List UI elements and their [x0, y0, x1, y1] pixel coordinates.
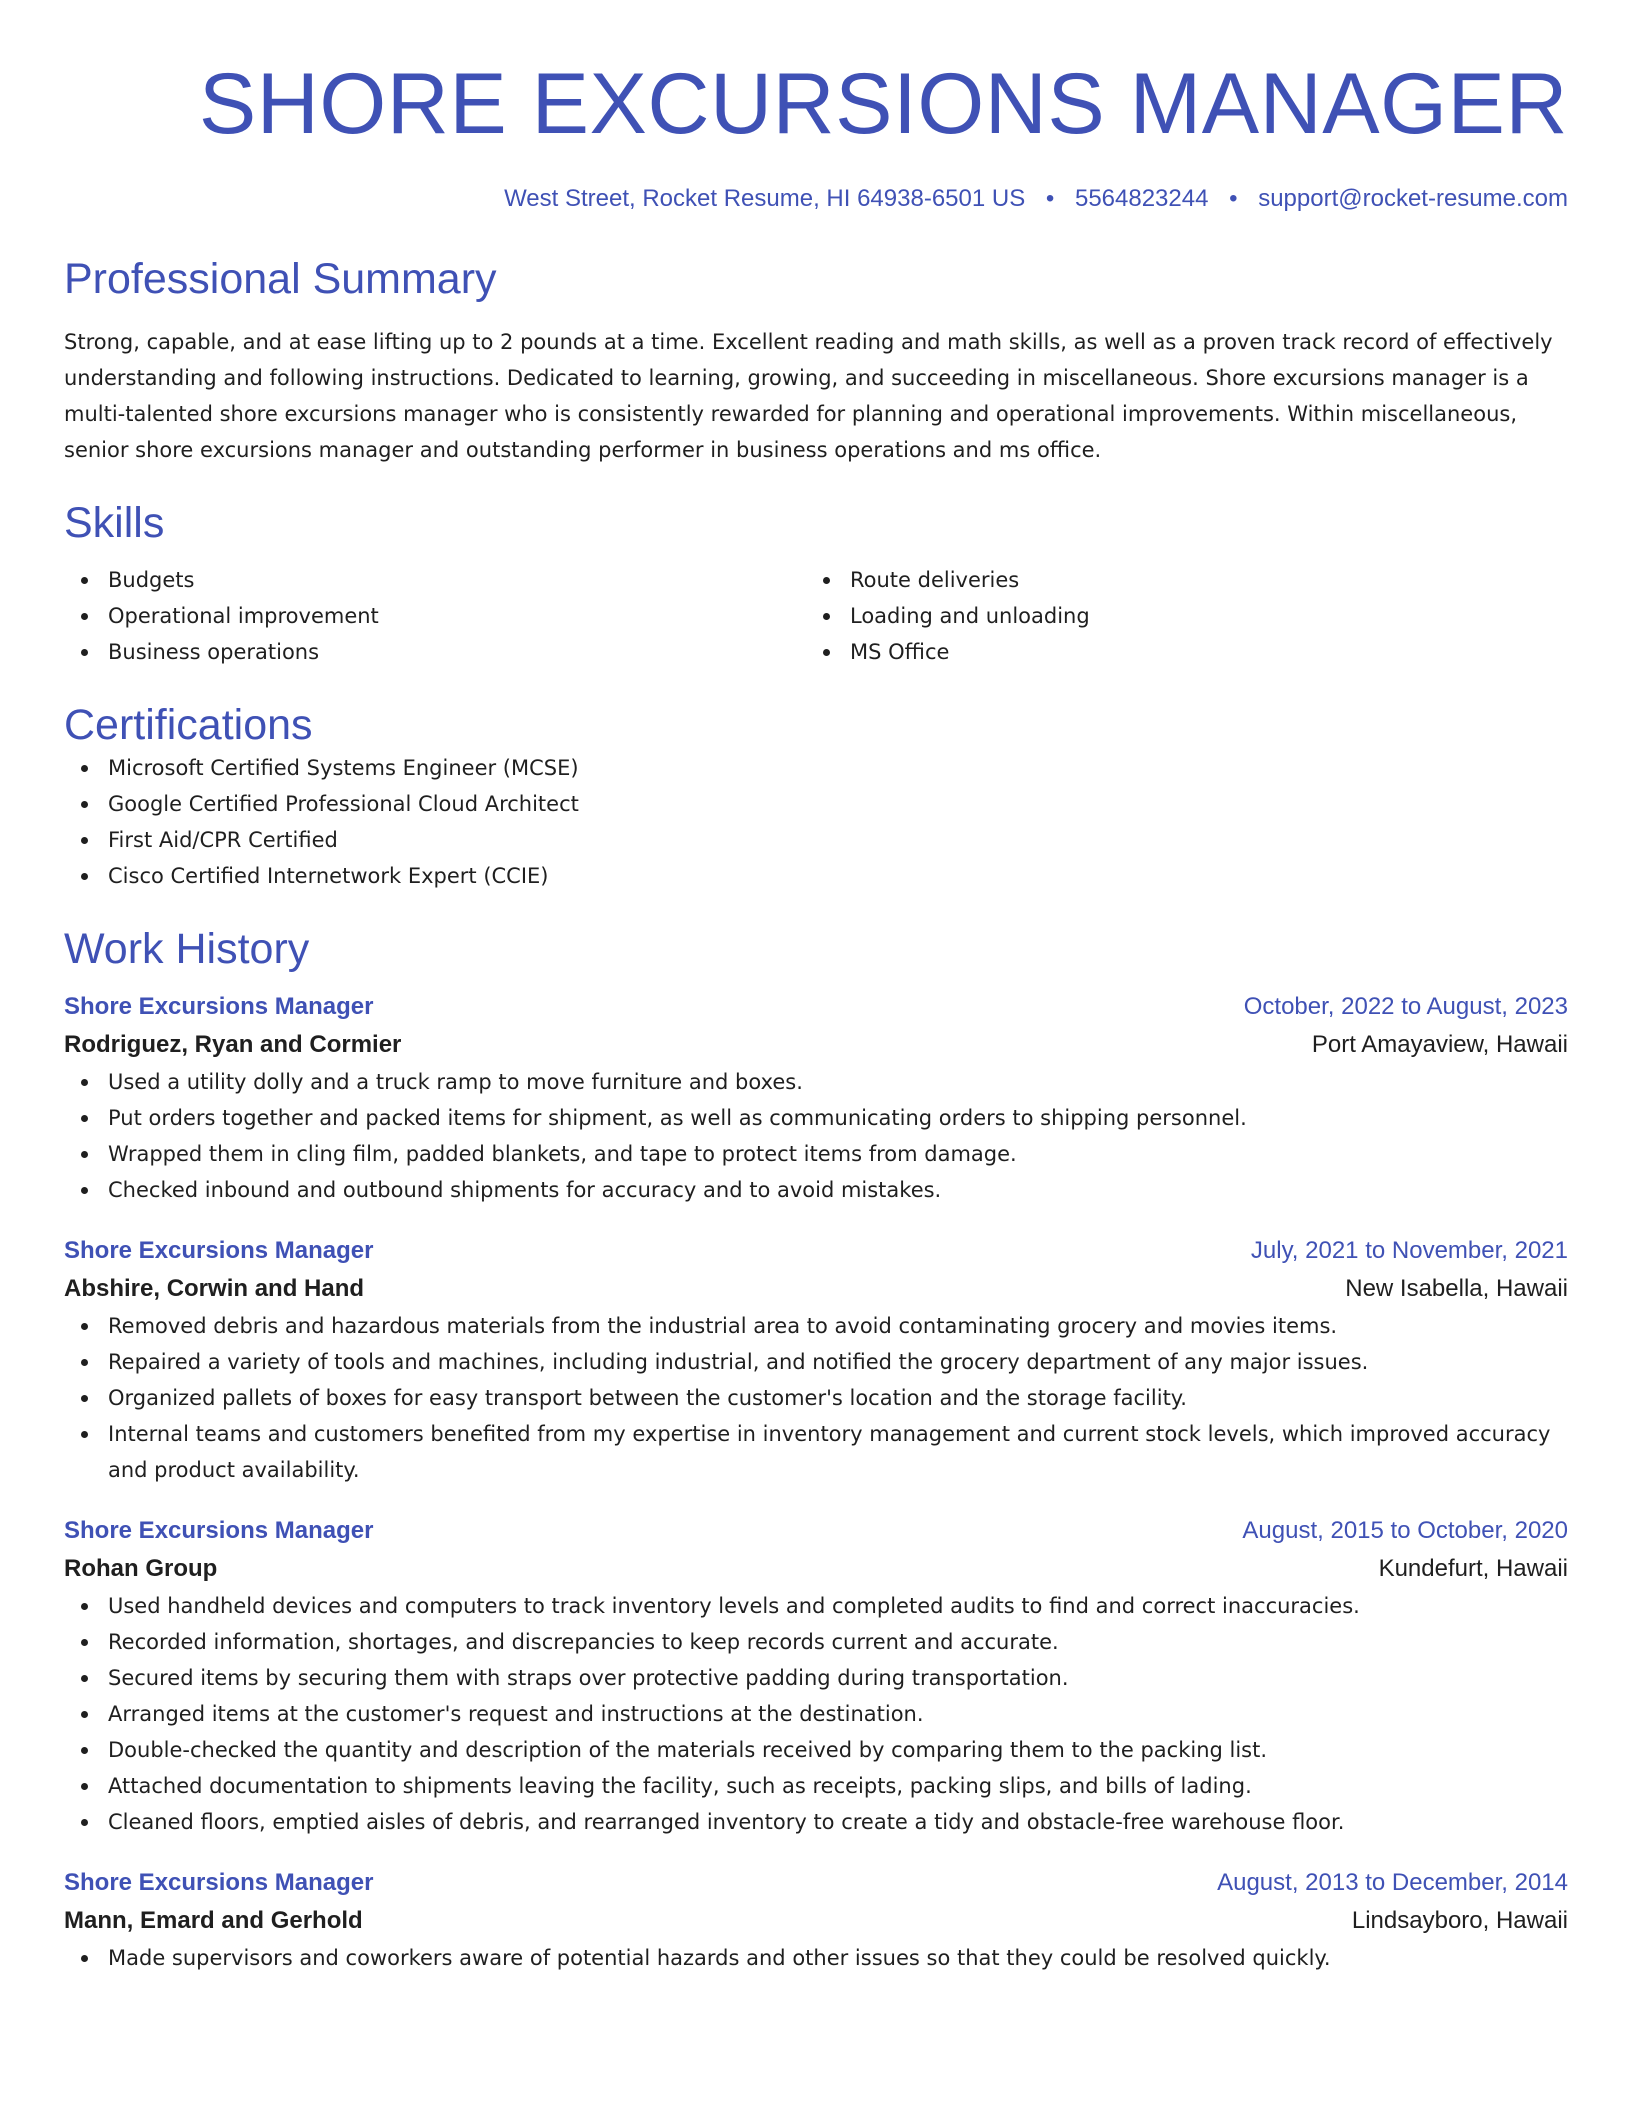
job-bullet: Used handheld devices and computers to track inventory levels and completed audits to find and correct inaccuracies.	[64, 1588, 1568, 1624]
work-history-heading: Work History	[64, 925, 310, 973]
job-bullet: Arranged items at the customer's request and instructions at the destination.	[64, 1696, 1568, 1732]
resume-page	[64, 0, 1568, 1976]
job-dates: August, 2013 to December, 2014	[1217, 1869, 1568, 1896]
job-entry	[64, 1512, 1568, 1840]
job-bullet: Cleaned floors, emptied aisles of debris, and rearranged inventory to create a tidy and obstacle-free warehouse floor.	[64, 1804, 1568, 1840]
skills-heading: Skills	[64, 499, 165, 547]
job-entry	[64, 988, 1568, 1208]
job-company: Abshire, Corwin and Hand	[64, 1275, 365, 1302]
skills-column-left	[64, 562, 806, 670]
skill-item: Business operations	[64, 634, 806, 670]
job-bullets	[64, 1064, 1568, 1208]
resume-title: SHORE EXCURSIONS MANAGER	[198, 56, 1568, 152]
job-bullet: Attached documentation to shipments leaving the facility, such as receipts, packing slips, and bills of lading.	[64, 1768, 1568, 1804]
job-entry	[64, 1232, 1568, 1488]
contact-separator: •	[1045, 185, 1055, 212]
job-location: New Isabella, Hawaii	[1345, 1275, 1568, 1302]
summary-heading: Professional Summary	[64, 255, 497, 303]
job-bullet: Checked inbound and outbound shipments for accuracy and to avoid mistakes.	[64, 1172, 1568, 1208]
certification-item: Cisco Certified Internetwork Expert (CCIE)	[64, 858, 1568, 894]
skill-item: Budgets	[64, 562, 806, 598]
contact-separator: •	[1229, 185, 1238, 212]
summary-text: Strong, capable, and at ease lifting up to 2 pounds at a time. Excellent reading and math skills, as well as a proven track record of effectively understanding and following instructions. Dedicated to learning, growing, and succeeding in miscellaneous. Shore excursions manager is a multi-talented shore excursions manager who is consistently rewarded for planning and operational improvements. Within miscellaneous, senior shore excursions manager and outstanding performer in business operations and ms office.	[64, 330, 1553, 462]
job-bullet: Organized pallets of boxes for easy transport between the customer's location and the storage facility.	[64, 1380, 1568, 1416]
job-bullet: Removed debris and hazardous materials from the industrial area to avoid contaminating grocery and movies items.	[64, 1308, 1568, 1344]
job-dates: October, 2022 to August, 2023	[1243, 993, 1568, 1020]
certifications-heading: Certifications	[64, 701, 313, 749]
job-location: Port Amayaview, Hawaii	[1311, 1031, 1568, 1058]
job-bullet: Put orders together and packed items for shipment, as well as communicating orders to shipping personnel.	[64, 1100, 1568, 1136]
skills-grid	[64, 562, 1568, 670]
job-entry	[64, 1864, 1568, 1976]
job-bullet: Used a utility dolly and a truck ramp to move furniture and boxes.	[64, 1064, 1568, 1100]
job-bullets	[64, 1940, 1568, 1976]
certification-item: Google Certified Professional Cloud Architect	[64, 786, 1568, 822]
certification-item: First Aid/CPR Certified	[64, 822, 1568, 858]
job-bullet: Internal teams and customers benefited from my expertise in inventory management and current stock levels, which improved accuracy and product availability.	[64, 1416, 1568, 1488]
job-title: Shore Excursions Manager	[64, 1517, 374, 1544]
contact-line	[64, 184, 1568, 214]
skill-item: Loading and unloading	[806, 598, 1548, 634]
job-title: Shore Excursions Manager	[64, 1237, 374, 1264]
skill-item: Route deliveries	[806, 562, 1548, 598]
job-dates: August, 2015 to October, 2020	[1242, 1517, 1568, 1544]
job-title: Shore Excursions Manager	[64, 1869, 374, 1896]
skill-item: MS Office	[806, 634, 1548, 670]
job-bullet: Double-checked the quantity and description of the materials received by comparing them to the packing list.	[64, 1732, 1568, 1768]
job-bullets	[64, 1308, 1568, 1488]
certifications-list	[64, 750, 1568, 894]
job-company: Rohan Group	[64, 1555, 218, 1582]
job-dates: July, 2021 to November, 2021	[1250, 1237, 1568, 1264]
job-bullet: Wrapped them in cling film, padded blankets, and tape to protect items from damage.	[64, 1136, 1568, 1172]
contact-email: support@rocket-resume.com	[1258, 185, 1568, 212]
contact-phone: 5564823244	[1074, 185, 1209, 212]
job-title: Shore Excursions Manager	[64, 993, 374, 1020]
job-company: Rodriguez, Ryan and Cormier	[64, 1031, 402, 1058]
job-bullet: Made supervisors and coworkers aware of potential hazards and other issues so that they could be resolved quickly.	[64, 1940, 1568, 1976]
job-bullet: Secured items by securing them with straps over protective padding during transportation.	[64, 1660, 1568, 1696]
contact-address: West Street, Rocket Resume, HI 64938-6501 US	[504, 185, 1026, 212]
job-bullets	[64, 1588, 1568, 1840]
job-company: Mann, Emard and Gerhold	[64, 1907, 363, 1934]
job-bullet: Repaired a variety of tools and machines, including industrial, and notified the grocery department of any major issues.	[64, 1344, 1568, 1380]
skills-column-right	[806, 562, 1548, 670]
job-location: Kundefurt, Hawaii	[1378, 1555, 1568, 1582]
certification-item: Microsoft Certified Systems Engineer (MCSE)	[64, 750, 1568, 786]
job-bullet: Recorded information, shortages, and discrepancies to keep records current and accurate.	[64, 1624, 1568, 1660]
job-location: Lindsayboro, Hawaii	[1351, 1907, 1568, 1934]
skill-item: Operational improvement	[64, 598, 806, 634]
